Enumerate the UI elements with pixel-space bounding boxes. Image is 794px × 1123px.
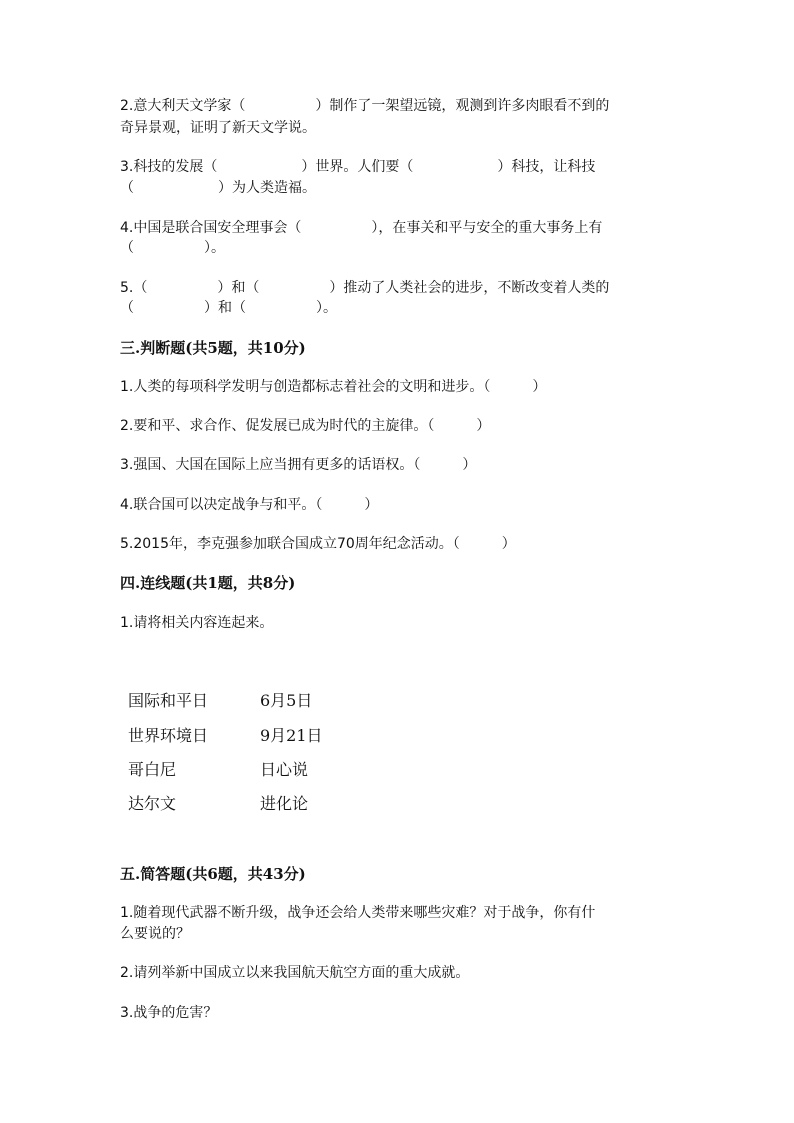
short-q2: 2.请列举新中国成立以来我国航天航空方面的重大成就。 [120,965,470,981]
match-right-2: 9月21日 [260,726,323,745]
match-left-2: 世界环境日 [128,726,209,745]
fill-q2-line1: 2.意大利天文学家（ ）制作了一架望远镜，观测到许多肉眼看不到的 [120,98,610,114]
short-q1-line2: 么要说的？ [120,926,190,942]
fill-q5-line2: （ ）和（ ）。 [120,300,337,316]
judge-q2: 2.要和平、求合作、促发展已成为时代的主旋律。（ ） [120,418,491,434]
match-question: 1.请将相关内容连起来。 [120,615,274,631]
match-right-1: 6月5日 [260,691,313,710]
fill-q5-line1: 5.（ ）和（ ）推动了人类社会的进步，不断改变着人类的 [120,280,610,296]
section5-title: 五.简答题(共6题，共43分) [120,865,306,883]
match-left-4: 达尔文 [128,794,177,813]
fill-q3-line1: 3.科技的发展（ ）世界。人们要（ ）科技，让科技 [120,159,596,175]
section3-title: 三.判断题(共5题，共10分) [120,339,306,357]
match-left-1: 国际和平日 [128,691,209,710]
match-right-3: 日心说 [260,760,309,779]
judge-q5: 5.2015年，李克强参加联合国成立70周年纪念活动。（ ） [120,536,516,552]
judge-q4: 4.联合国可以决定战争与和平。（ ） [120,497,379,513]
fill-q4-line1: 4.中国是联合国安全理事会（ ），在事关和平与安全的重大事务上有 [120,220,603,236]
short-q1-line1: 1.随着现代武器不断升级，战争还会给人类带来哪些灾难？对于战争，你有什 [120,905,596,921]
fill-q3-line2: （ ）为人类造福。 [120,180,316,196]
judge-q1: 1.人类的每项科学发明与创造都标志着社会的文明和进步。（ ） [120,379,547,395]
judge-q3: 3.强国、大国在国际上应当拥有更多的话语权。（ ） [120,457,477,473]
match-right-4: 进化论 [260,794,309,813]
match-left-3: 哥白尼 [128,760,177,779]
short-q3: 3.战争的危害？ [120,1005,218,1021]
fill-q4-line2: （ ）。 [120,240,225,256]
fill-q2-line2: 奇异景观，证明了新天文学说。 [120,120,316,136]
section4-title: 四.连线题(共1题，共8分) [120,574,296,592]
